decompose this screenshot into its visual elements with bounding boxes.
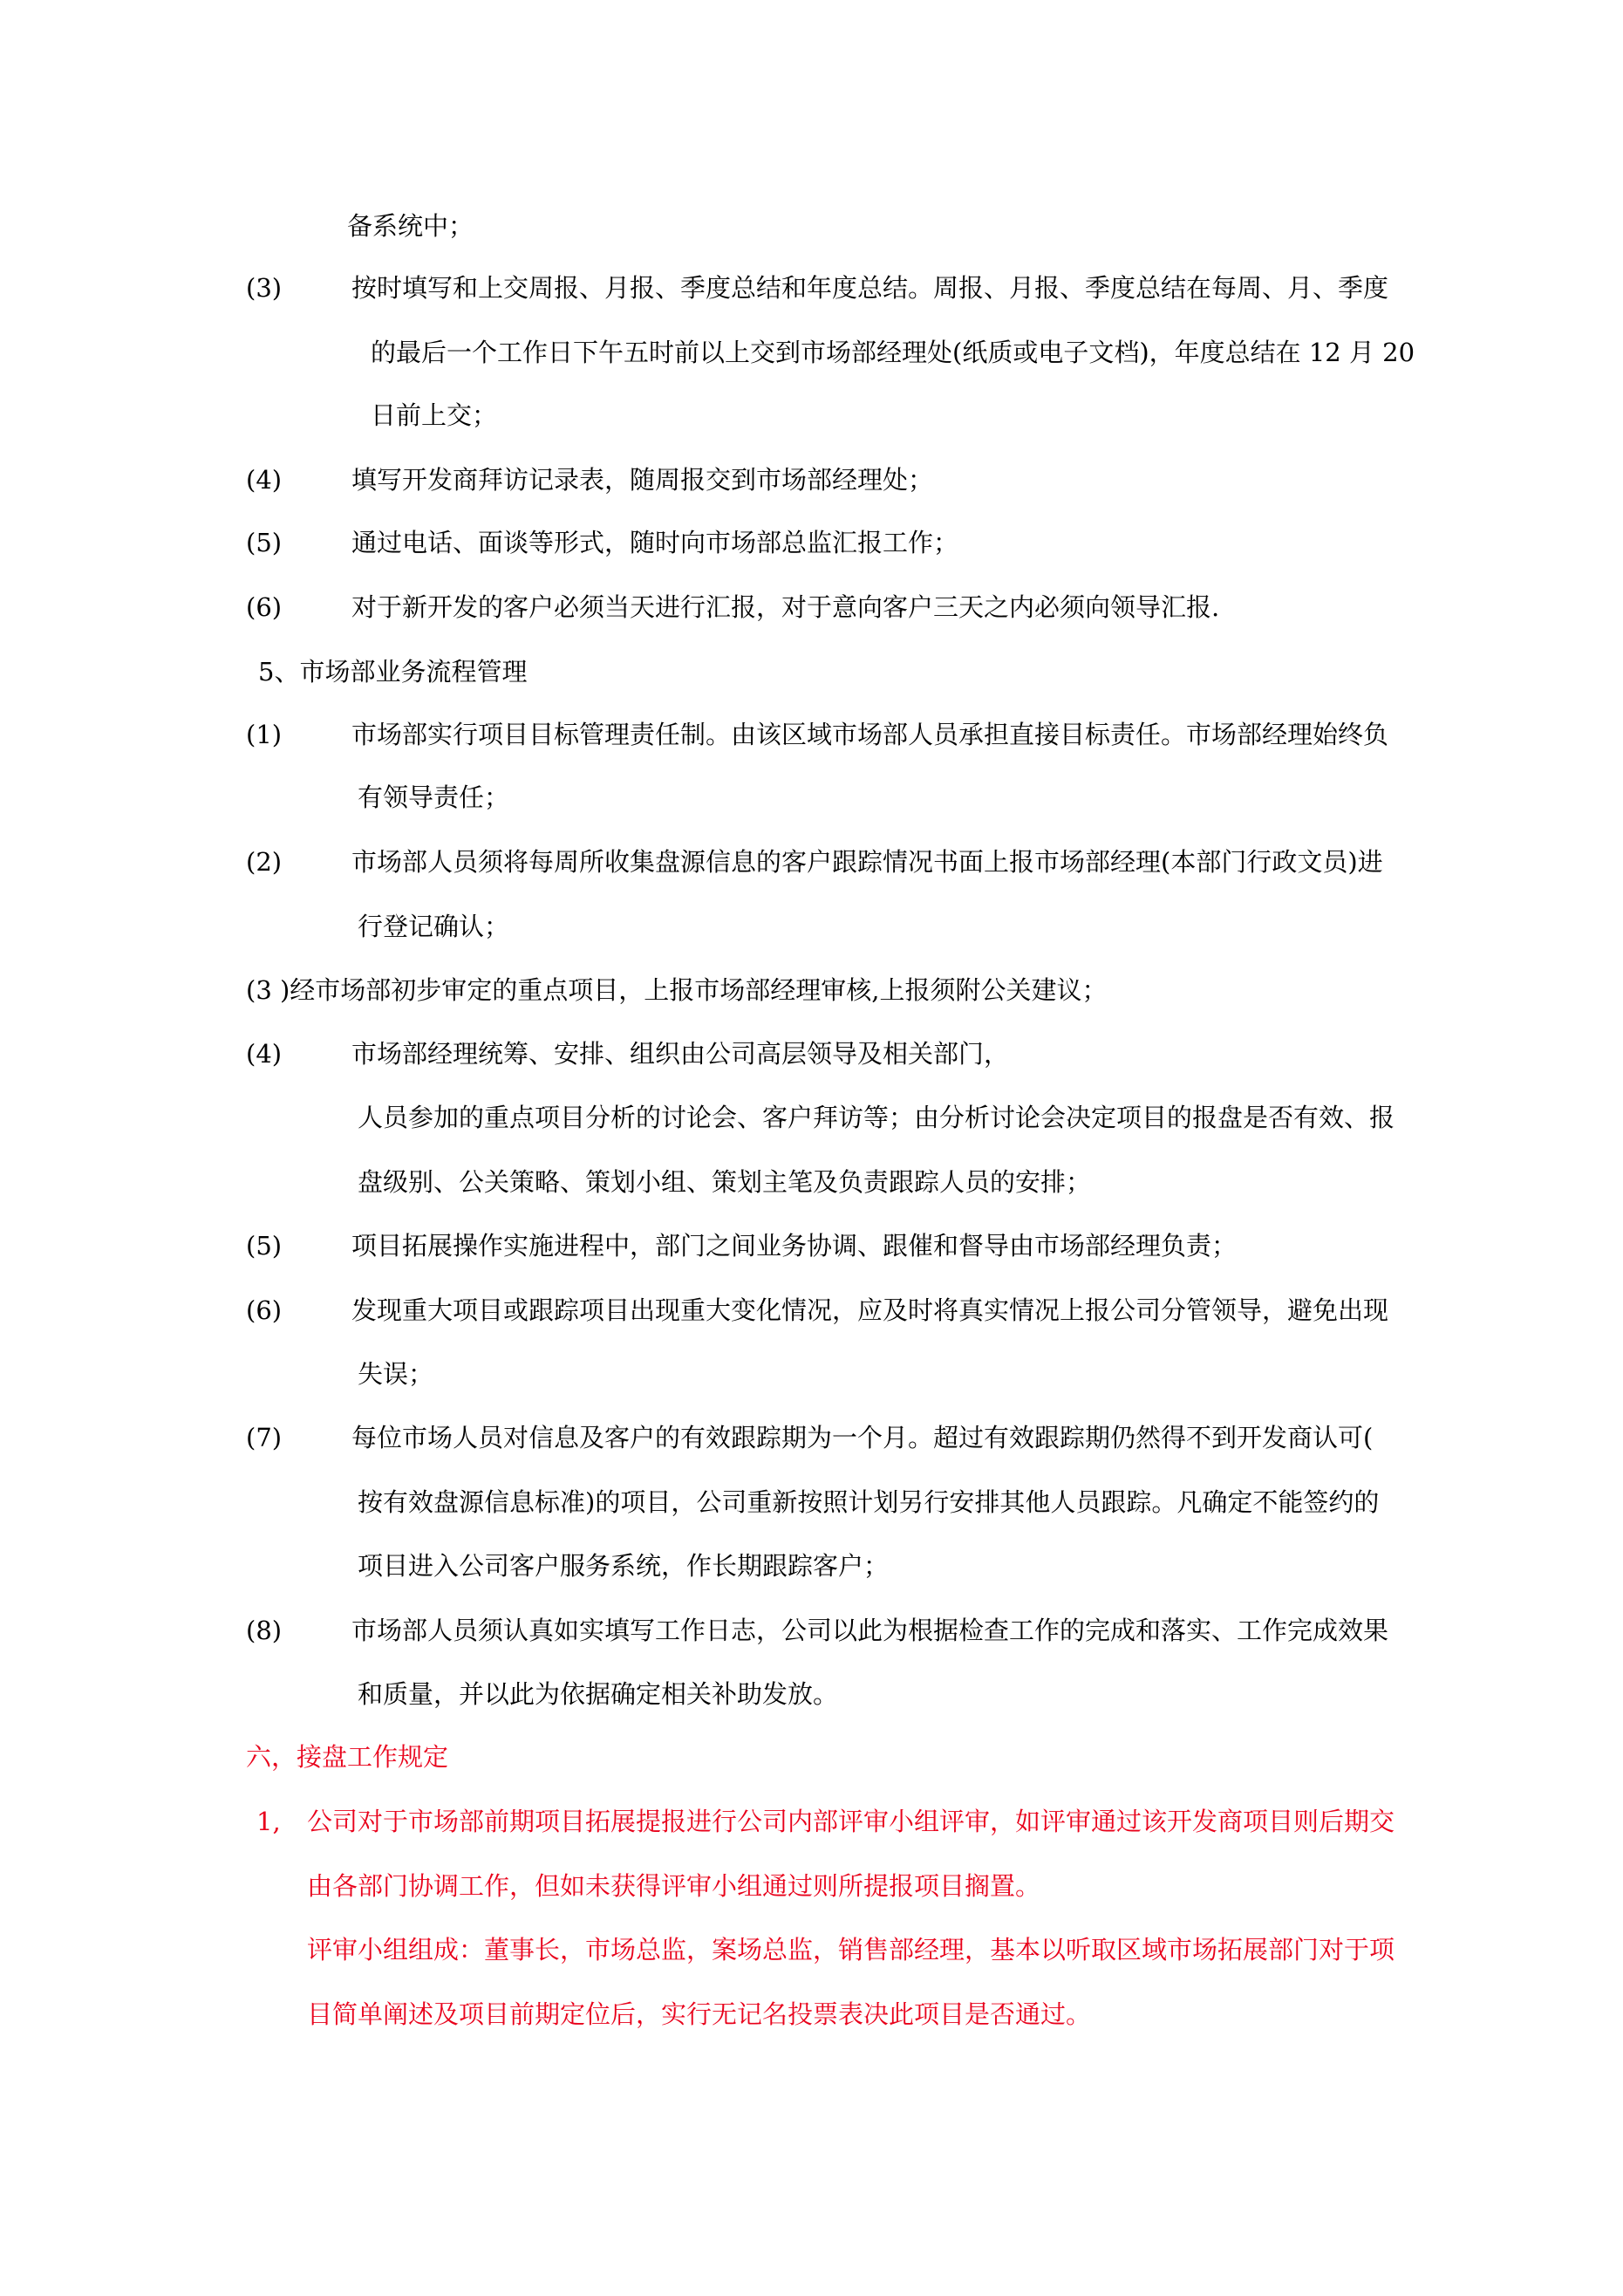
list-number: 1, <box>256 1807 281 1836</box>
text-line: 通过电话、面谈等形式，随时向市场部总监汇报工作； <box>351 528 959 557</box>
section-heading: 5、市场部业务流程管理 <box>258 657 528 687</box>
text-line: 失误； <box>358 1359 434 1389</box>
text-line: 发现重大项目或跟踪项目出现重大变化情况，应及时将真实情况上报公司分管领导，避免出现 <box>351 1295 1389 1325</box>
section-heading: 六，接盘工作规定 <box>246 1742 449 1772</box>
text-line: 对于新开发的客户必须当天进行汇报，对于意向客户三天之内必须向领导汇报. <box>351 592 1220 622</box>
text-line: 市场部人员须认真如实填写工作日志，公司以此为根据检查工作的完成和落实、工作完成效果 <box>351 1616 1389 1645</box>
list-number: (6) <box>246 592 283 622</box>
text-line: 的最后一个工作日下午五时前以上交到市场部经理处(纸质或电子文档)，年度总结在 12 月 20 <box>371 338 1415 367</box>
text-line: 和质量，并以此为依据确定相关补助发放。 <box>358 1679 839 1709</box>
list-number: (4) <box>246 1039 283 1069</box>
list-number: (7) <box>246 1423 283 1452</box>
text-line: 填写开发商拜访记录表，随周报交到市场部经理处； <box>351 465 934 495</box>
text-line: 公司对于市场部前期项目拓展提报进行公司内部评审小组评审，如评审通过该开发商项目则后期交 <box>307 1807 1395 1836</box>
list-number: (2) <box>246 847 283 877</box>
text-line: 行登记确认； <box>358 912 510 941</box>
text-line: 按有效盘源信息标准)的项目，公司重新按照计划另行安排其他人员跟踪。凡确定不能签约的 <box>358 1487 1380 1517</box>
text-line: 市场部人员须将每周所收集盘源信息的客户跟踪情况书面上报市场部经理(本部门行政文员)进 <box>351 847 1383 877</box>
text-line: 评审小组组成：董事长，市场总监，案场总监，销售部经理，基本以听取区域市场拓展部门对于项 <box>307 1935 1395 1965</box>
list-number: (6) <box>246 1295 283 1325</box>
text-line: 项目进入公司客户服务系统，作长期跟踪客户； <box>358 1551 890 1581</box>
text-line: 市场部经理统筹、安排、组织由公司高层领导及相关部门， <box>351 1039 1010 1069</box>
text-line: 按时填写和上交周报、月报、季度总结和年度总结。周报、月报、季度总结在每周、月、季度 <box>351 273 1389 303</box>
list-number: (8) <box>246 1616 283 1645</box>
list-number: (1) <box>246 720 283 749</box>
text-line: 市场部实行项目目标管理责任制。由该区域市场部人员承担直接目标责任。市场部经理始终负 <box>351 720 1389 749</box>
text-line: 备系统中； <box>347 211 474 241</box>
text-line: 由各部门协调工作，但如未获得评审小组通过则所提报项目搁置。 <box>307 1871 1041 1901</box>
list-number: (3) <box>246 273 283 303</box>
text-line: 目简单阐述及项目前期定位后，实行无记名投票表决此项目是否通过。 <box>307 1999 1092 2029</box>
list-number: (5) <box>246 528 283 557</box>
list-number: (4) <box>246 465 283 495</box>
list-number: (5) <box>246 1231 283 1261</box>
text-line: (3 )经市场部初步审定的重点项目，上报市场部经理审核,上报须附公关建议； <box>246 975 1108 1005</box>
text-line: 项目拓展操作实施进程中，部门之间业务协调、跟催和督导由市场部经理负责； <box>351 1231 1238 1261</box>
text-line: 人员参加的重点项目分析的讨论会、客户拜访等；由分析讨论会决定项目的报盘是否有效、报 <box>358 1103 1395 1132</box>
text-line: 日前上交； <box>371 400 498 430</box>
text-line: 每位市场人员对信息及客户的有效跟踪期为一个月。超过有效跟踪期仍然得不到开发商认可( <box>351 1423 1374 1452</box>
text-line: 有领导责任； <box>358 782 510 812</box>
text-line: 盘级别、公关策略、策划小组、策划主笔及负责跟踪人员的安排； <box>358 1167 1092 1197</box>
